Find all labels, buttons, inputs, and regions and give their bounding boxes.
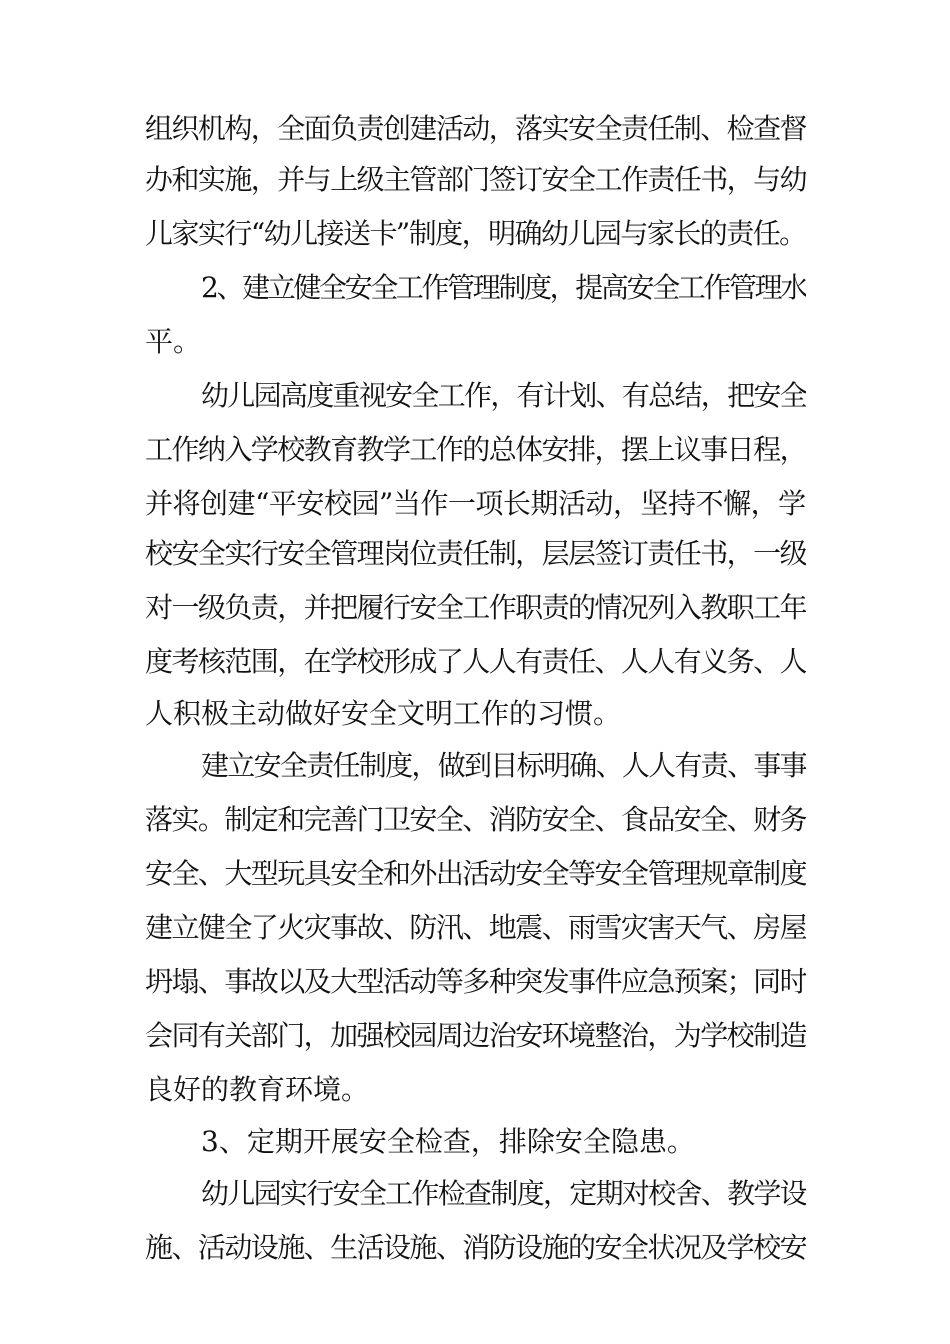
text-line: 组织机构，全面负责创建活动，落实安全责任制、检查督	[145, 112, 806, 145]
text-line: 并将创建“平安校园”当作一项长期活动，坚持不懈，学	[145, 487, 806, 520]
text-line: 工作纳入学校教育教学工作的总体安排，摆上议事日程，	[145, 433, 806, 466]
text-line: 落实。制定和完善门卫安全、消防安全、食品安全、财务	[145, 803, 806, 836]
text-line: 对一级负责，并把履行安全工作职责的情况列入教职工年	[145, 591, 806, 624]
text-line: 度考核范围，在学校形成了人人有责任、人人有义务、人	[145, 645, 806, 678]
text-line: 平。	[145, 325, 202, 358]
text-line: 施、活动设施、生活设施、消防设施的安全状况及学校安	[145, 1231, 806, 1264]
text-line: 儿家实行“幼儿接送卡”制度，明确幼儿园与家长的责任。	[145, 217, 806, 250]
text-line: 会同有关部门，加强校园周边治安环境整治，为学校制造	[145, 1019, 806, 1052]
text-line: 校安全实行安全管理岗位责任制，层层签订责任书，一级	[145, 537, 806, 570]
text-line: 建立安全责任制度，做到目标明确、人人有责、事事	[201, 749, 806, 782]
text-line: 人积极主动做好安全文明工作的习惯。	[145, 697, 622, 730]
text-line: 坍塌、事故以及大型活动等多种突发事件应急预案；同时	[145, 965, 806, 998]
text-line: 安全、大型玩具安全和外出活动安全等安全管理规章制度	[145, 857, 806, 890]
text-line: 3、定期开展安全检查，排除安全隐患。	[201, 1125, 695, 1158]
text-line: 幼儿园高度重视安全工作，有计划、有总结，把安全	[201, 379, 806, 412]
text-line: 幼儿园实行安全工作检查制度，定期对校舍、教学设	[201, 1177, 806, 1210]
text-line: 2、建立健全安全工作管理制度，提高安全工作管理水	[201, 271, 806, 304]
text-line: 建立健全了火灾事故、防汛、地震、雨雪灾害天气、房屋	[145, 911, 806, 944]
text-line: 良好的教育环境。	[145, 1073, 370, 1106]
text-line: 办和实施，并与上级主管部门签订安全工作责任书，与幼	[145, 163, 806, 196]
